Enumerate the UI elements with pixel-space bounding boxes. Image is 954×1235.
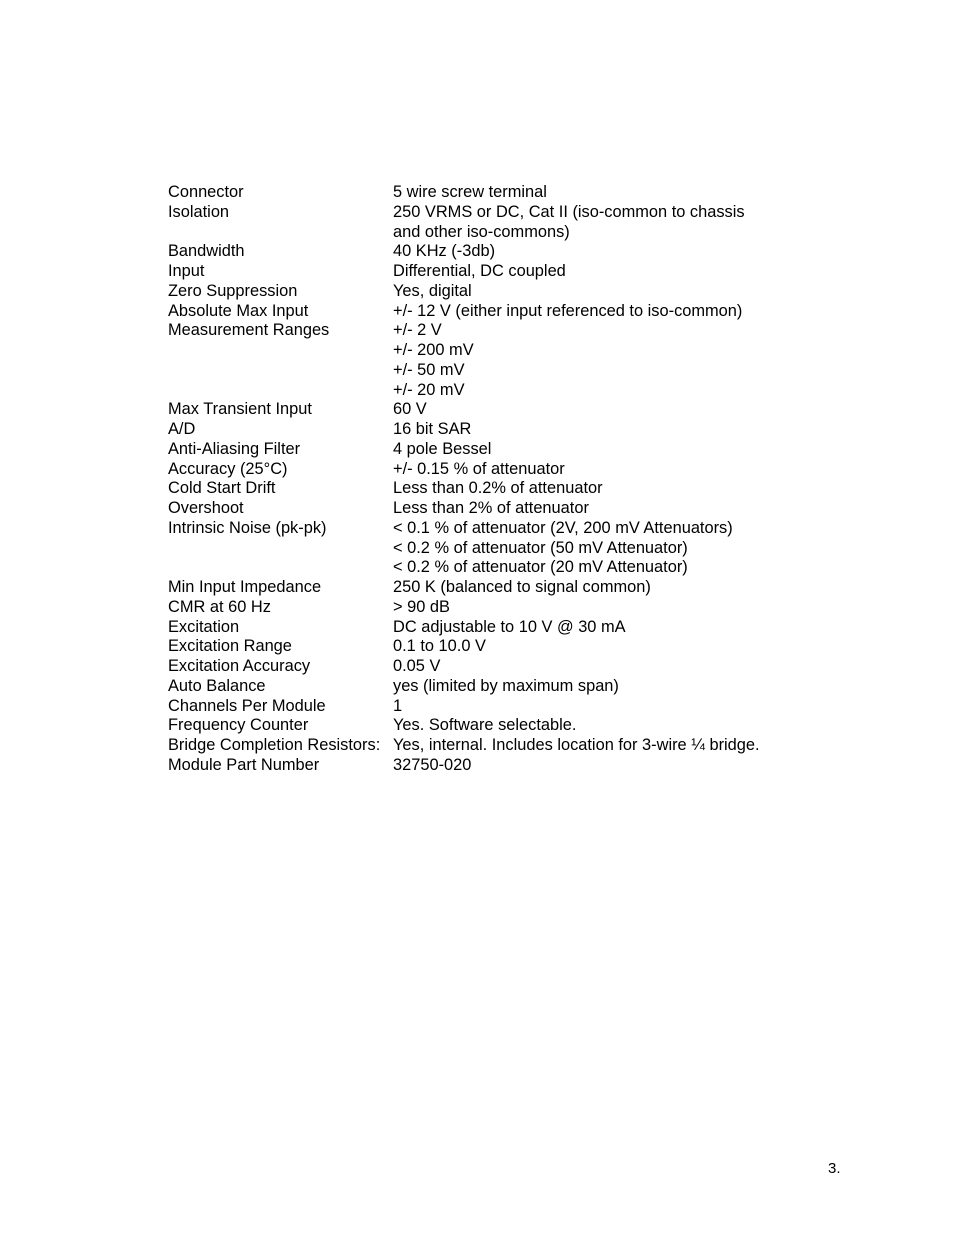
spec-label: Cold Start Drift bbox=[168, 479, 276, 498]
spec-value-line: 0.05 V bbox=[393, 657, 441, 675]
spec-value-line: < 0.1 % of attenuator (2V, 200 mV Attenuators) bbox=[393, 518, 733, 537]
spec-value bbox=[393, 282, 808, 302]
spec-value bbox=[393, 756, 808, 776]
spec-label: Overshoot bbox=[168, 499, 244, 517]
spec-value-line: yes (limited by maximum span) bbox=[393, 676, 619, 695]
spec-value bbox=[393, 637, 808, 657]
spec-value bbox=[393, 479, 808, 499]
spec-label: Max Transient Input bbox=[168, 400, 312, 419]
spec-value-line: +/- 2 V bbox=[393, 321, 442, 340]
spec-label: A/D bbox=[168, 420, 196, 438]
spec-label: Channels Per Module bbox=[168, 696, 326, 715]
spec-value bbox=[393, 302, 808, 322]
spec-label: Anti-Aliasing Filter bbox=[168, 439, 301, 458]
spec-value-line: and other iso-commons) bbox=[393, 222, 570, 241]
spec-row bbox=[168, 400, 808, 420]
spec-label: Measurement Ranges bbox=[168, 321, 330, 340]
spec-value bbox=[393, 677, 808, 697]
spec-label: Absolute Max Input bbox=[168, 301, 309, 320]
spec-label: Isolation bbox=[168, 202, 230, 221]
spec-value-line: 250 K (balanced to signal common) bbox=[393, 578, 651, 596]
spec-value-line: 16 bit SAR bbox=[393, 420, 472, 438]
spec-value bbox=[393, 519, 808, 578]
spec-value bbox=[393, 183, 808, 203]
spec-label: Bridge Completion Resistors: bbox=[168, 736, 381, 754]
spec-value-line: 4 pole Bessel bbox=[393, 439, 492, 458]
spec-value-line: Less than 0.2% of attenuator bbox=[393, 479, 603, 498]
spec-label: Bandwidth bbox=[168, 242, 245, 261]
spec-label: Excitation Range bbox=[168, 637, 292, 656]
spec-value-line: < 0.2 % of attenuator (50 mV Attenuator) bbox=[393, 538, 688, 557]
spec-row bbox=[168, 519, 808, 578]
spec-row bbox=[168, 440, 808, 460]
spec-label: Excitation bbox=[168, 617, 240, 636]
spec-row bbox=[168, 499, 808, 519]
spec-label: Excitation Accuracy bbox=[168, 657, 311, 675]
spec-value-line: 1 bbox=[393, 696, 403, 715]
spec-value bbox=[393, 618, 808, 638]
spec-value-line: 5 wire screw terminal bbox=[393, 183, 547, 201]
spec-row bbox=[168, 598, 808, 618]
spec-value-line: +/- 50 mV bbox=[393, 360, 465, 379]
spec-row bbox=[168, 460, 808, 480]
spec-row bbox=[168, 697, 808, 717]
page-number: 3. bbox=[828, 1160, 841, 1177]
spec-value-line: Yes. Software selectable. bbox=[393, 716, 577, 735]
spec-value bbox=[393, 242, 808, 262]
spec-value bbox=[393, 578, 808, 598]
spec-value bbox=[393, 697, 808, 717]
spec-row bbox=[168, 677, 808, 697]
spec-row bbox=[168, 420, 808, 440]
spec-value-line: Yes, internal. Includes location for 3-wire ¼ bridge. bbox=[393, 736, 760, 754]
spec-value-line: > 90 dB bbox=[393, 597, 450, 616]
spec-row bbox=[168, 203, 808, 243]
spec-value-line: 0.1 to 10.0 V bbox=[393, 637, 486, 656]
spec-value-line: +/- 12 V (either input referenced to iso-common) bbox=[393, 301, 743, 320]
spec-row bbox=[168, 756, 808, 776]
spec-value bbox=[393, 440, 808, 460]
spec-value bbox=[393, 460, 808, 480]
spec-table bbox=[168, 183, 808, 776]
spec-row bbox=[168, 618, 808, 638]
spec-row bbox=[168, 183, 808, 203]
spec-row bbox=[168, 637, 808, 657]
spec-label: Auto Balance bbox=[168, 676, 266, 695]
spec-value bbox=[393, 321, 808, 400]
spec-label: Module Part Number bbox=[168, 755, 320, 774]
spec-value bbox=[393, 262, 808, 282]
spec-row bbox=[168, 282, 808, 302]
spec-value-line: +/- 200 mV bbox=[393, 341, 474, 359]
spec-value bbox=[393, 420, 808, 440]
spec-row bbox=[168, 321, 808, 400]
spec-value bbox=[393, 203, 808, 243]
spec-row bbox=[168, 578, 808, 598]
spec-value-line: Yes, digital bbox=[393, 281, 472, 300]
spec-value-line: +/- 0.15 % of attenuator bbox=[393, 459, 565, 478]
spec-value bbox=[393, 716, 808, 736]
spec-label: Zero Suppression bbox=[168, 281, 298, 300]
spec-row bbox=[168, 262, 808, 282]
spec-label: Accuracy (25°C) bbox=[168, 459, 288, 478]
spec-value-line: < 0.2 % of attenuator (20 mV Attenuator) bbox=[393, 558, 688, 577]
spec-label: Frequency Counter bbox=[168, 716, 309, 735]
spec-value bbox=[393, 736, 808, 756]
spec-row bbox=[168, 242, 808, 262]
spec-value-line: Differential, DC coupled bbox=[393, 262, 566, 280]
spec-value-line: 250 VRMS or DC, Cat II (iso-common to chassis bbox=[393, 202, 745, 221]
spec-label: Connector bbox=[168, 183, 244, 201]
spec-value-line: 40 KHz (-3db) bbox=[393, 242, 496, 261]
spec-label: Intrinsic Noise (pk-pk) bbox=[168, 518, 327, 537]
spec-value-line: +/- 20 mV bbox=[393, 380, 465, 399]
spec-row bbox=[168, 716, 808, 736]
spec-value bbox=[393, 598, 808, 618]
spec-value-line: 32750-020 bbox=[393, 755, 472, 774]
spec-value-line: 60 V bbox=[393, 400, 427, 419]
spec-value bbox=[393, 657, 808, 677]
spec-label: Input bbox=[168, 262, 205, 280]
spec-row bbox=[168, 479, 808, 499]
spec-value-line: DC adjustable to 10 V @ 30 mA bbox=[393, 617, 626, 636]
spec-value bbox=[393, 499, 808, 519]
spec-value-line: Less than 2% of attenuator bbox=[393, 499, 589, 517]
spec-row bbox=[168, 736, 808, 756]
spec-row bbox=[168, 657, 808, 677]
spec-row bbox=[168, 302, 808, 322]
spec-value bbox=[393, 400, 808, 420]
spec-label: Min Input Impedance bbox=[168, 578, 322, 596]
spec-label: CMR at 60 Hz bbox=[168, 597, 271, 616]
